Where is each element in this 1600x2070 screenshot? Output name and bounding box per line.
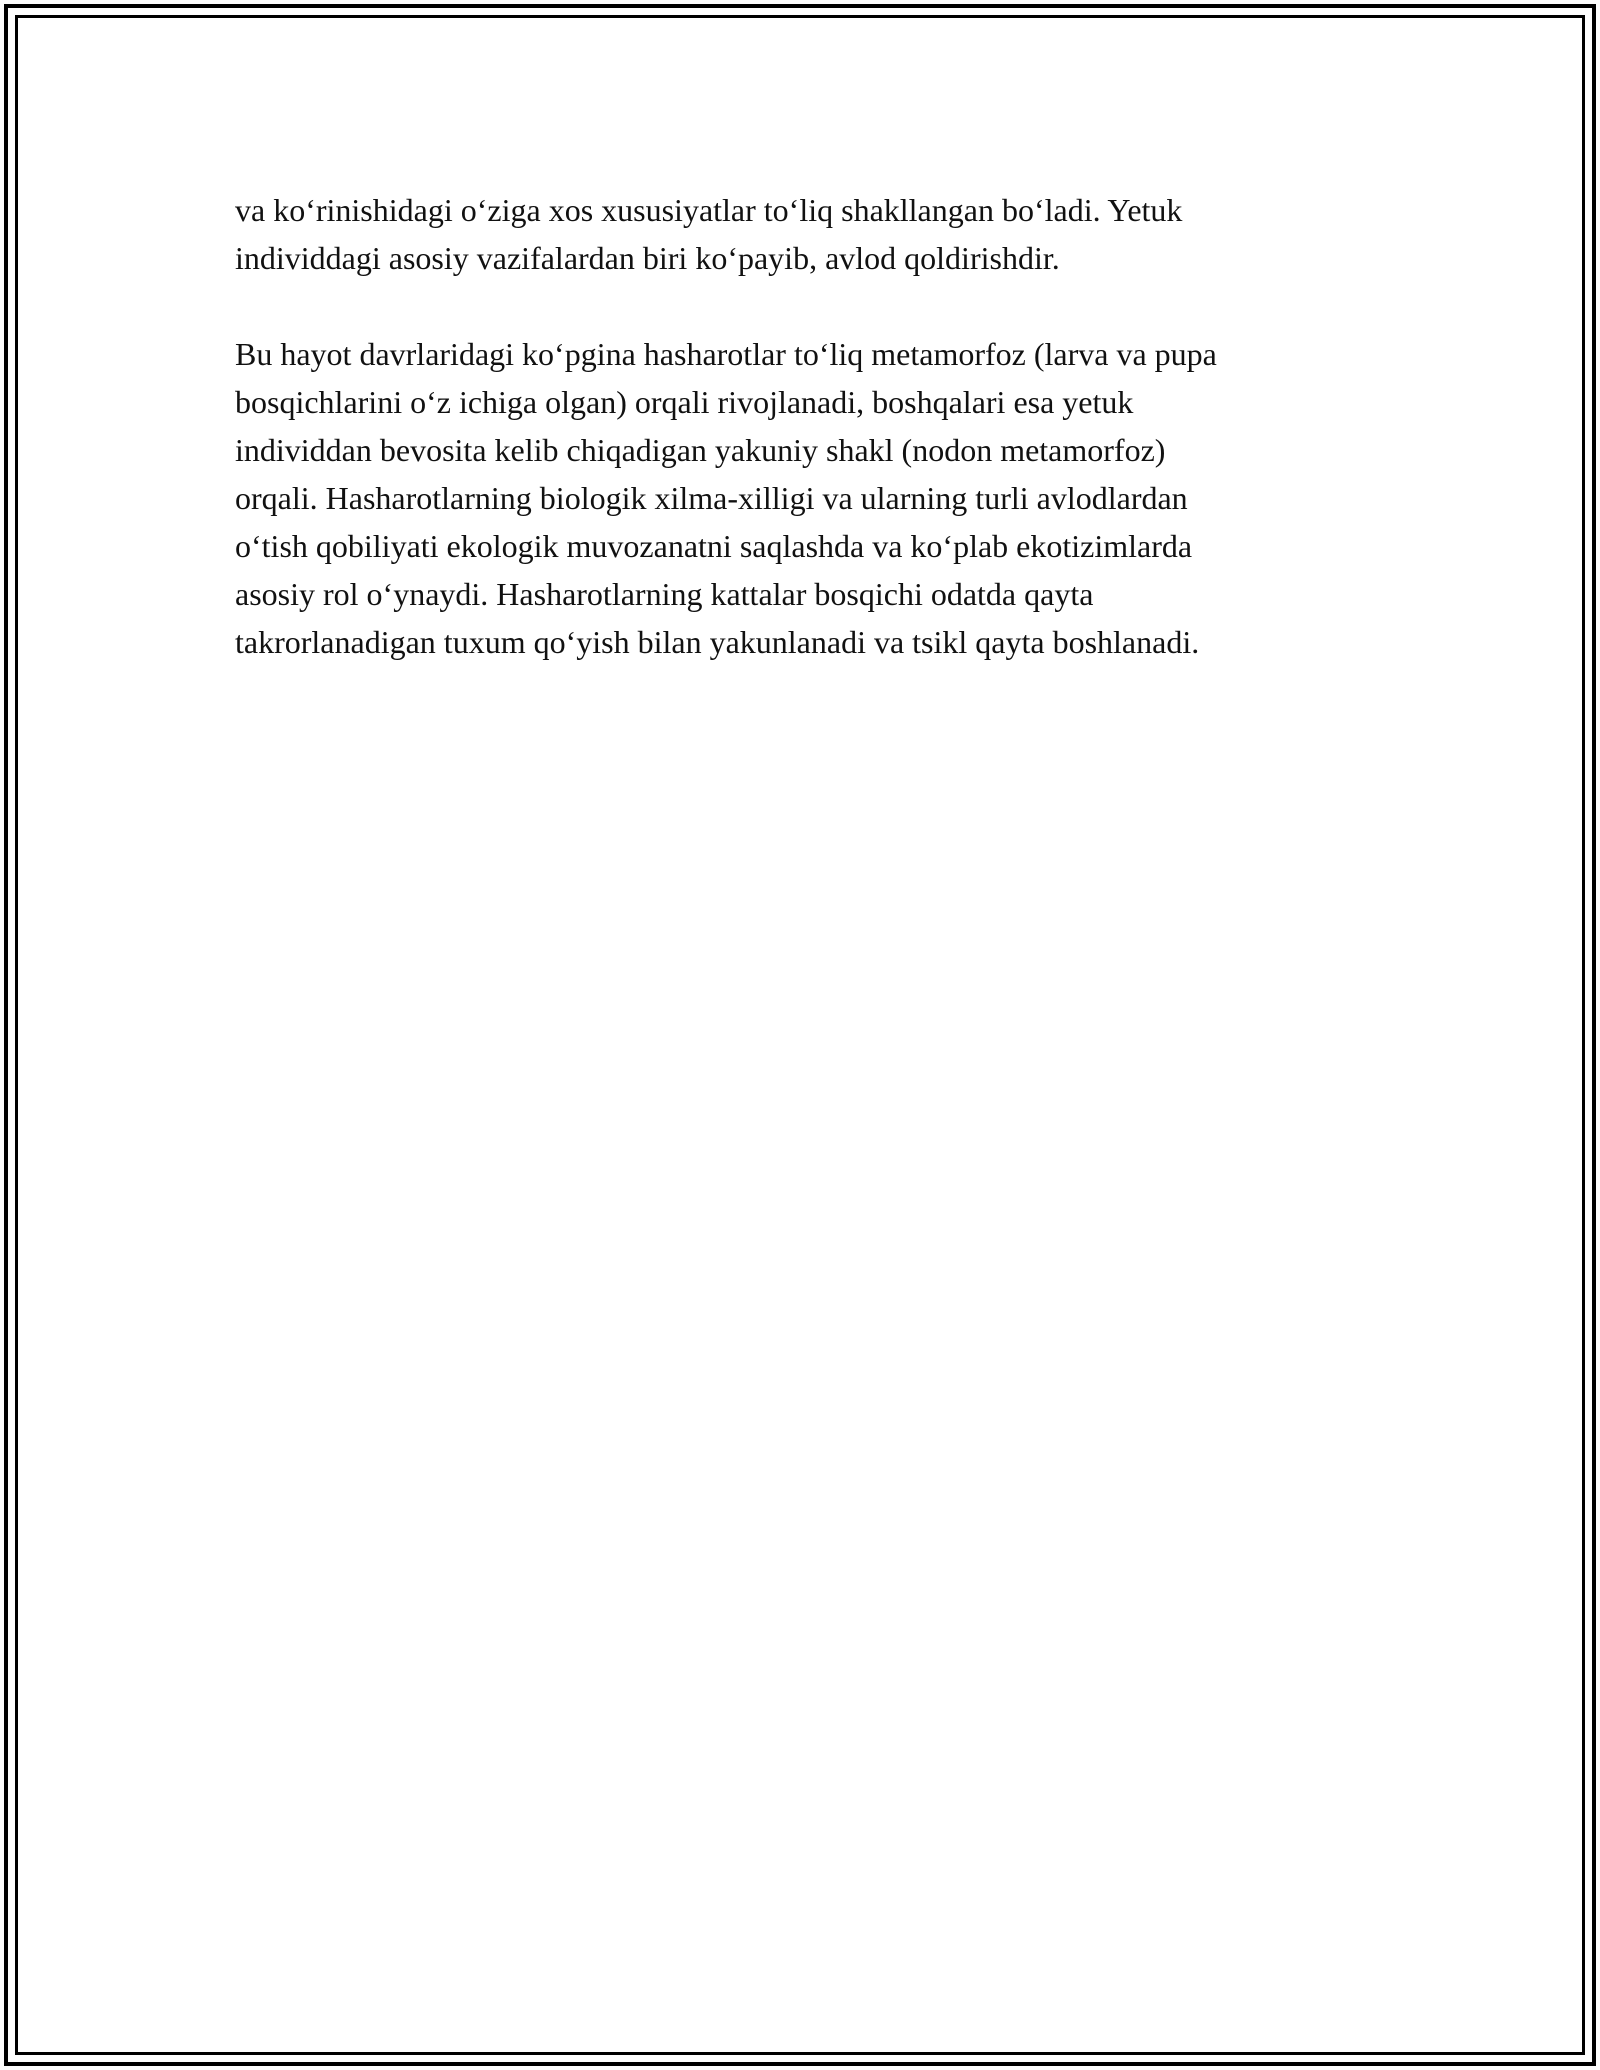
text-line: orqali. Hasharotlarning biologik xilma-xilligi va ularning turli avlodlardan	[235, 480, 1188, 516]
text-line: bosqichlarini oʻz ichiga olgan) orqali rivojlanadi, boshqalari esa yetuk	[235, 384, 1134, 420]
text-line: oʻtish qobiliyati ekologik muvozanatni saqlashda va koʻplab ekotizimlarda	[235, 528, 1193, 564]
paragraph	[235, 330, 1385, 666]
paragraph	[235, 186, 1385, 282]
text-line: takrorlanadigan tuxum qoʻyish bilan yakunlanadi va tsikl qayta boshlanadi.	[235, 624, 1200, 660]
text-line: asosiy rol oʻynaydi. Hasharotlarning kattalar bosqichi odatda qayta	[235, 576, 1094, 612]
text-line: va koʻrinishidagi oʻziga xos xususiyatlar toʻliq shakllangan boʻladi. Yetuk	[235, 192, 1183, 228]
text-line: individdagi asosiy vazifalardan biri koʻpayib, avlod qoldirishdir.	[235, 240, 1060, 276]
document-body	[235, 186, 1385, 666]
text-line: individdan bevosita kelib chiqadigan yakuniy shakl (nodon metamorfoz)	[235, 432, 1166, 468]
text-line: Bu hayot davrlaridagi koʻpgina hasharotlar toʻliq metamorfoz (larva va pupa	[235, 336, 1217, 372]
